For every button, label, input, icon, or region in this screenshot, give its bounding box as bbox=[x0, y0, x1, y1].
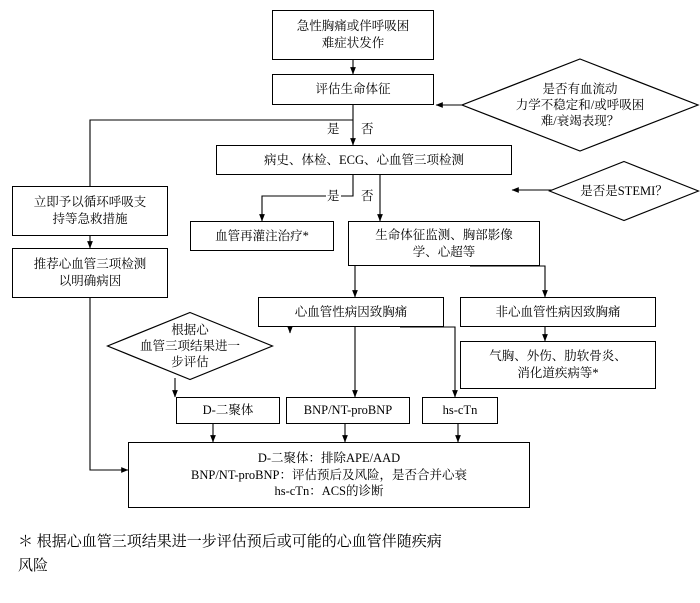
node-recommend-cardiac-panel bbox=[12, 248, 168, 298]
node-noncardiac-chest-pain-text: 非心血管性病因致胸痛 bbox=[495, 304, 621, 319]
footnote-line-2: 风险 bbox=[18, 558, 49, 574]
node-reperfusion-therapy bbox=[190, 221, 334, 251]
node-cardiac-chest-pain-text: 心血管性病因致胸痛 bbox=[294, 304, 408, 319]
node-interpretation-summary-text: D-二聚体：排除APE/AAD BNP/NT-proBNP：评估预后及风险，是否合并心衰 hs-cTn：ACS的诊断 bbox=[191, 450, 467, 499]
decision-stemi-label: 是否是STEMI？ bbox=[580, 183, 668, 198]
edge-label-history-yes: 是 bbox=[327, 189, 340, 203]
node-onset-text: 急性胸痛或伴呼吸困 难症状发作 bbox=[296, 19, 410, 50]
node-noncardiac-chest-pain bbox=[460, 297, 656, 327]
decision-further-evaluation bbox=[106, 311, 274, 381]
edge-label-history-no: 否 bbox=[361, 189, 374, 203]
node-hs-ctn-text: hs-cTn bbox=[442, 403, 478, 418]
node-emergency-support-text: 立即予以循环呼吸支 持等急救措施 bbox=[33, 195, 147, 226]
node-history-exam-ecg bbox=[216, 145, 512, 175]
node-recommend-cardiac-panel-text: 推荐心血管三项检测 以明确病因 bbox=[33, 257, 147, 288]
node-bnp bbox=[286, 397, 410, 424]
decision-hemodynamic-instability bbox=[460, 57, 700, 153]
decision-stemi bbox=[548, 160, 700, 222]
node-d-dimer bbox=[176, 397, 280, 424]
node-emergency-support bbox=[12, 186, 168, 236]
decision-further-evaluation-label: 根据心 血管三项结果进一 步评估 bbox=[139, 322, 240, 370]
edge-label-vitals-yes: 是 bbox=[327, 122, 340, 136]
edge-label-vitals-no: 否 bbox=[361, 122, 374, 136]
node-monitoring-imaging bbox=[348, 221, 540, 266]
node-monitoring-imaging-text: 生命体征监测、胸部影像 学、心超等 bbox=[375, 227, 513, 259]
node-onset bbox=[272, 10, 434, 60]
node-noncardiac-examples bbox=[460, 341, 656, 389]
node-cardiac-chest-pain bbox=[258, 297, 444, 327]
node-d-dimer-text: D-二聚体 bbox=[202, 403, 254, 418]
decision-hemodynamic-label: 是否有血流动 力学不稳定和/或呼吸困 难/衰竭表现？ bbox=[515, 81, 645, 129]
node-interpretation-summary bbox=[128, 442, 530, 508]
node-noncardiac-examples-text: 气胸、外伤、肋软骨炎、 消化道疾病等* bbox=[489, 349, 627, 380]
footnote-line-1: ＊ 根据心血管三项结果进一步评估预后或可能的心血管伴随疾病 bbox=[18, 534, 442, 550]
node-assess-vitals-text: 评估生命体征 bbox=[315, 82, 391, 97]
node-bnp-text: BNP/NT-proBNP bbox=[303, 403, 393, 418]
node-assess-vitals bbox=[272, 74, 434, 105]
node-history-exam-ecg-text: 病史、体检、ECG、心血管三项检测 bbox=[263, 152, 464, 167]
node-reperfusion-therapy-text: 血管再灌注治疗* bbox=[215, 228, 309, 243]
footnote bbox=[18, 530, 678, 578]
node-hs-ctn bbox=[422, 397, 498, 424]
